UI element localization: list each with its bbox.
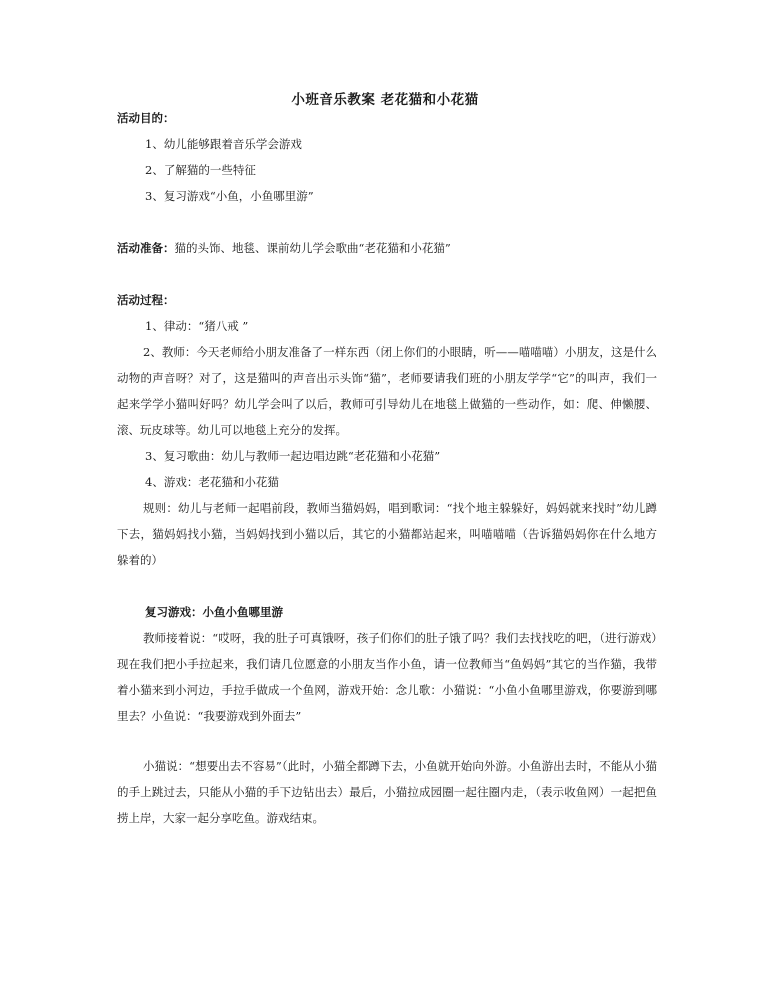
process-step-3: 3、复习歌曲：幼儿与教师一起边唱边跳“老花猫和小花猫” <box>145 449 441 463</box>
goal-item-2: 2、了解猫的一些特征 <box>145 163 256 177</box>
review-paragraph-1: 教师接着说：“哎呀，我的肚子可真饿呀，孩子们你们的肚子饿了吗？我们去找找吃的吧，（进行游戏）现在我们把小手拉起来，我们请几位愿意的小朋友当作小鱼，请一位教师当“鱼妈妈”其它的当作猫，我带着小猫来到小河边，手拉手做成一个鱼网，游戏开始：念儿歌：小猫说：“小鱼小鱼哪里游戏，你要游到哪里去？小鱼说：“我要游戏到外面去” <box>117 631 657 723</box>
game-rules: 规则：幼儿与老师一起唱前段，教师当猫妈妈，唱到歌词：“找个地主躲躲好，妈妈就来找时”幼儿蹲下去，猫妈妈找小猫，当妈妈找到小猫以后，其它的小猫都站起来，叫喵喵喵（告诉猫妈妈你在什么地方躲着的） <box>117 501 657 567</box>
review-paragraph-2: 小猫说：“想要出去不容易”（此时，小猫全都蹲下去，小鱼就开始向外游。小鱼游出去时，不能从小猫的手上跳过去，只能从小猫的手下边钻出去）最后，小猫拉成园圈一起往圈内走，（表示收鱼网）一起把鱼捞上岸，大家一起分享吃鱼。游戏结束。 <box>117 759 657 825</box>
process-heading: 活动过程： <box>117 293 175 307</box>
process-step-1: 1、律动：“猪八戒 ” <box>145 319 249 333</box>
goal-item-3: 3、复习游戏“小鱼，小鱼哪里游” <box>145 189 314 203</box>
goal-item-1: 1、幼儿能够跟着音乐学会游戏 <box>145 137 302 151</box>
process-step-2: 2、教师：今天老师给小朋友准备了一样东西（闭上你们的小眼睛，听——喵喵喵）小朋友，这是什么动物的声音呀？对了，这是猫叫的声音出示头饰“猫”，老师要请我们班的小朋友学学“它”的叫声，我们一起来学学小猫叫好吗？幼儿学会叫了以后，教师可引导幼儿在地毯上做猫的一些动作，如：爬、伸懒腰、滚、玩皮球等。幼儿可以地毯上充分的发挥。 <box>117 345 657 437</box>
page-title: 小班音乐教案 老花猫和小花猫 <box>291 92 479 108</box>
prep-text: 猫的头饰、地毯、课前幼儿学会歌曲“老花猫和小花猫” <box>174 241 451 255</box>
goal-heading: 活动目的： <box>117 111 175 125</box>
review-heading: 复习游戏：小鱼小鱼哪里游 <box>145 605 283 619</box>
prep-line <box>117 241 451 255</box>
process-step-4: 4、游戏：老花猫和小花猫 <box>145 475 279 489</box>
prep-heading: 活动准备： <box>117 241 175 255</box>
